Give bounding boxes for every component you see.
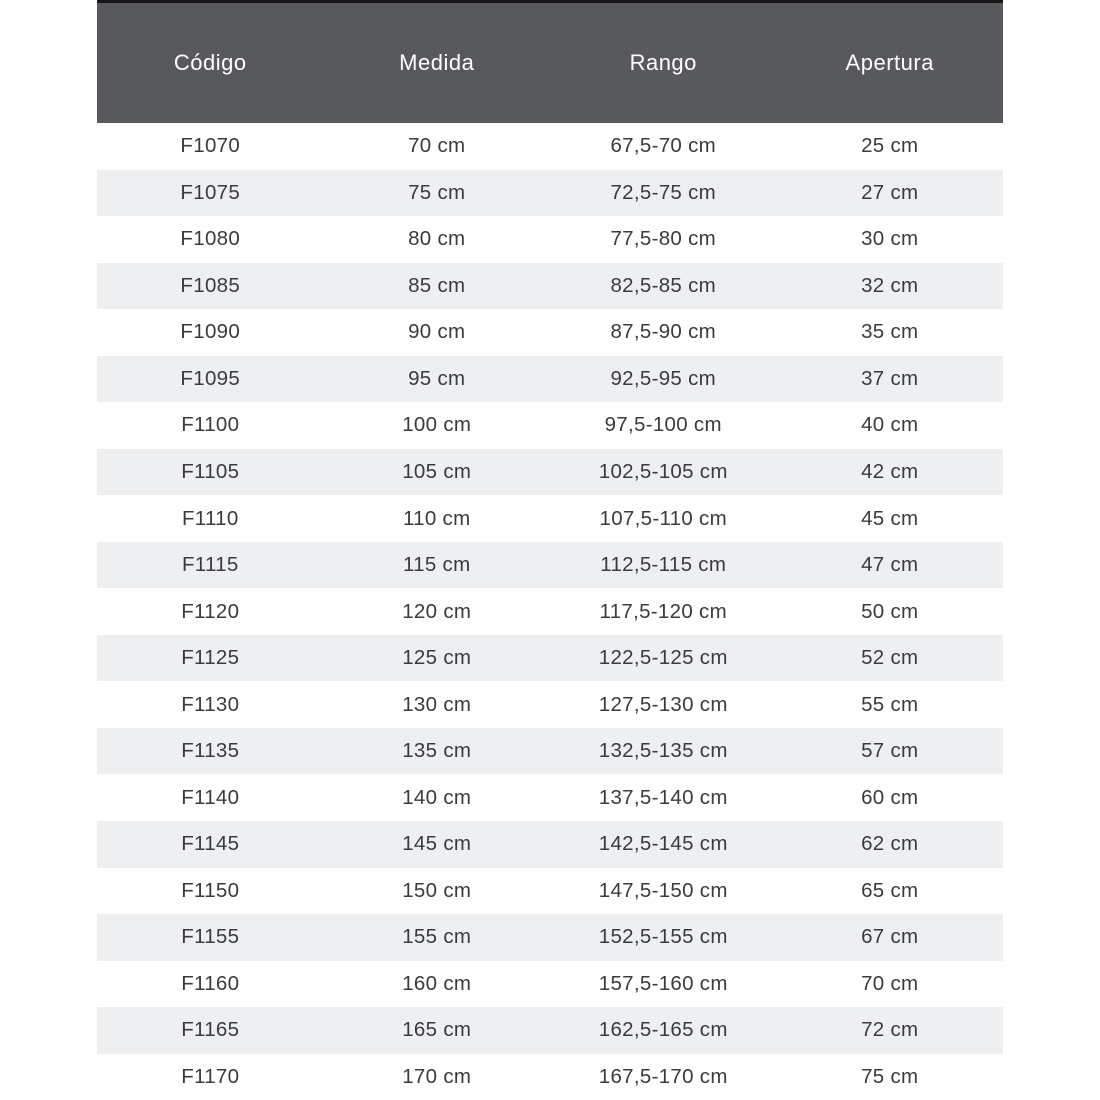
cell-medida: 140 cm: [402, 785, 472, 809]
cell-medida: 110 cm: [402, 506, 471, 530]
table-row: [97, 402, 1003, 449]
cell-apertura: 55 cm: [861, 692, 919, 716]
cell-rango: 157,5-160 cm: [598, 971, 728, 995]
cell-apertura: 62 cm: [861, 832, 919, 856]
cell-medida: 155 cm: [402, 925, 472, 949]
table-row: [97, 263, 1003, 310]
cell-medida: 85 cm: [408, 273, 466, 297]
cell-rango: 162,5-165 cm: [598, 1018, 728, 1042]
cell-codigo: F1165: [181, 1018, 240, 1042]
table-row: [97, 728, 1003, 775]
table-row: [97, 356, 1003, 403]
cell-rango: 72,5-75 cm: [610, 180, 717, 204]
cell-medida: 80 cm: [408, 227, 466, 251]
table-row: [97, 216, 1003, 263]
cell-rango: 107,5-110 cm: [599, 506, 727, 530]
header-medida: Medida: [399, 50, 475, 75]
cell-rango: 152,5-155 cm: [598, 925, 728, 949]
cell-apertura: 27 cm: [861, 180, 919, 204]
cell-codigo: F1090: [180, 320, 241, 344]
cell-medida: 160 cm: [402, 971, 472, 995]
table-row: [97, 542, 1003, 589]
cell-rango: 77,5-80 cm: [610, 227, 717, 251]
cell-medida: 75 cm: [408, 180, 466, 204]
cell-apertura: 75 cm: [861, 1064, 919, 1088]
table-row: [97, 681, 1003, 728]
cell-apertura: 42 cm: [861, 459, 919, 483]
cell-medida: 100 cm: [402, 413, 472, 437]
cell-codigo: F1170: [181, 1064, 240, 1088]
table-row: [97, 495, 1003, 542]
table-row: [97, 1054, 1003, 1100]
cell-rango: 97,5-100 cm: [604, 413, 722, 437]
cell-apertura: 37 cm: [861, 366, 919, 390]
cell-apertura: 30 cm: [861, 227, 919, 251]
cell-apertura: 52 cm: [861, 646, 919, 670]
cell-codigo: F1130: [181, 692, 240, 716]
size-spec-table: [97, 0, 1003, 1100]
cell-codigo: F1135: [181, 739, 240, 763]
cell-codigo: F1155: [181, 925, 240, 949]
cell-apertura: 32 cm: [861, 273, 919, 297]
table-row: [97, 821, 1003, 868]
table-row: [97, 170, 1003, 217]
cell-rango: 102,5-105 cm: [598, 459, 728, 483]
table-row: [97, 123, 1003, 170]
cell-medida: 125 cm: [402, 646, 472, 670]
cell-apertura: 45 cm: [861, 506, 919, 530]
cell-medida: 95 cm: [408, 366, 466, 390]
cell-codigo: F1120: [181, 599, 240, 623]
table-row: [97, 449, 1003, 496]
cell-codigo: F1125: [181, 646, 240, 670]
cell-rango: 167,5-170 cm: [598, 1064, 728, 1088]
cell-medida: 170 cm: [402, 1064, 472, 1088]
cell-medida: 130 cm: [402, 692, 472, 716]
header-codigo: Código: [173, 50, 247, 75]
table-row: [97, 309, 1003, 356]
cell-rango: 142,5-145 cm: [598, 832, 728, 856]
cell-medida: 90 cm: [408, 320, 466, 344]
table-row: [97, 588, 1003, 635]
cell-rango: 132,5-135 cm: [598, 739, 728, 763]
header-apertura: Apertura: [845, 50, 934, 75]
cell-apertura: 35 cm: [861, 320, 919, 344]
cell-codigo: F1095: [180, 366, 241, 390]
cell-apertura: 60 cm: [861, 785, 919, 809]
cell-apertura: 67 cm: [861, 925, 919, 949]
cell-medida: 150 cm: [402, 878, 472, 902]
cell-rango: 112,5-115 cm: [600, 553, 727, 577]
cell-rango: 92,5-95 cm: [610, 366, 717, 390]
table-row: [97, 914, 1003, 961]
table-row: [97, 774, 1003, 821]
cell-codigo: F1110: [181, 506, 239, 530]
cell-rango: 67,5-70 cm: [610, 134, 717, 158]
cell-codigo: F1105: [181, 459, 240, 483]
cell-apertura: 47 cm: [861, 553, 919, 577]
cell-medida: 165 cm: [402, 1018, 472, 1042]
table-row: [97, 961, 1003, 1008]
cell-rango: 82,5-85 cm: [610, 273, 717, 297]
table-row: [97, 635, 1003, 682]
cell-codigo: F1085: [180, 273, 241, 297]
cell-medida: 115 cm: [402, 553, 471, 577]
cell-apertura: 25 cm: [861, 134, 919, 158]
cell-medida: 120 cm: [402, 599, 472, 623]
cell-apertura: 72 cm: [861, 1018, 919, 1042]
cell-codigo: F1150: [181, 878, 240, 902]
cell-codigo: F1140: [181, 785, 240, 809]
table-row: [97, 1007, 1003, 1054]
cell-medida: 105 cm: [402, 459, 472, 483]
cell-rango: 137,5-140 cm: [598, 785, 728, 809]
table-header-row: [97, 0, 1003, 123]
cell-codigo: F1100: [181, 413, 240, 437]
cell-codigo: F1075: [180, 180, 241, 204]
cell-medida: 135 cm: [402, 739, 472, 763]
cell-rango: 127,5-130 cm: [598, 692, 728, 716]
cell-rango: 117,5-120 cm: [599, 599, 727, 623]
cell-medida: 145 cm: [402, 832, 472, 856]
table-row: [97, 868, 1003, 915]
cell-apertura: 65 cm: [861, 878, 919, 902]
table-body: [97, 123, 1003, 1100]
cell-rango: 147,5-150 cm: [598, 878, 728, 902]
cell-apertura: 70 cm: [861, 971, 919, 995]
cell-codigo: F1145: [181, 832, 240, 856]
cell-rango: 122,5-125 cm: [598, 646, 728, 670]
cell-codigo: F1070: [180, 134, 241, 158]
cell-apertura: 40 cm: [861, 413, 919, 437]
cell-apertura: 57 cm: [861, 739, 919, 763]
header-rango: Rango: [629, 50, 697, 75]
cell-rango: 87,5-90 cm: [610, 320, 717, 344]
cell-codigo: F1160: [181, 971, 240, 995]
cell-codigo: F1115: [181, 553, 239, 577]
cell-medida: 70 cm: [408, 134, 466, 158]
cell-apertura: 50 cm: [861, 599, 919, 623]
cell-codigo: F1080: [180, 227, 241, 251]
